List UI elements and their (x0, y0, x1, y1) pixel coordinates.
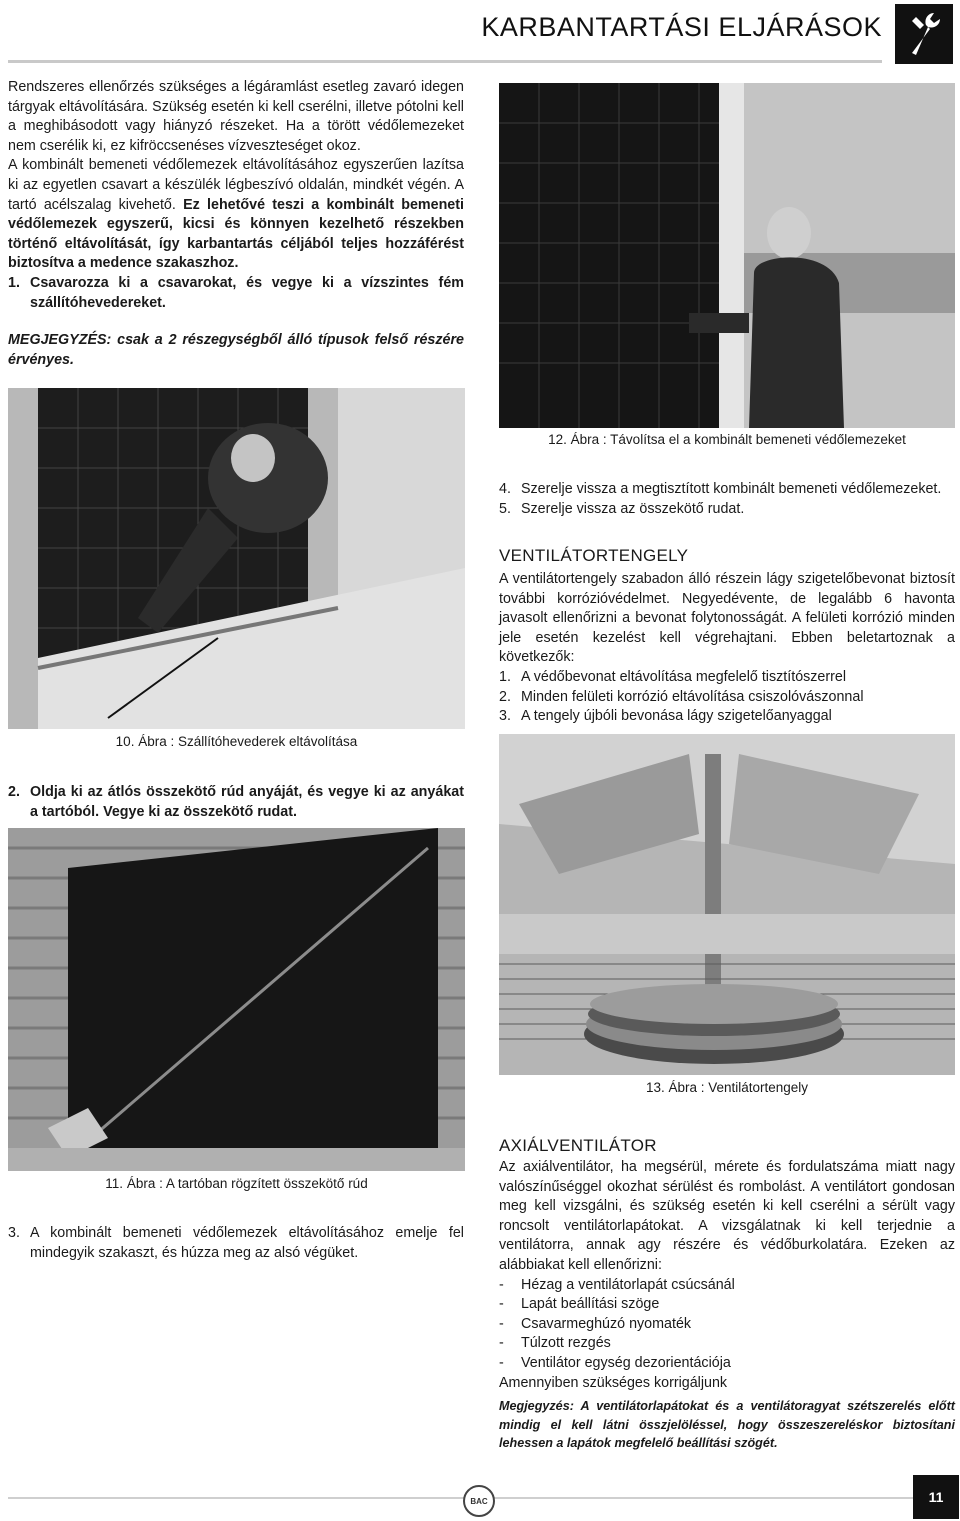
list-item: - Csavarmeghúzó nyomaték (499, 1315, 692, 1332)
list-item: 1. A védőbevonat eltávolítása megfelelő tisztítószerrel (499, 668, 847, 685)
figure-10-caption: 10. Ábra : Szállítóhevederek eltávolítása (115, 734, 358, 749)
figure-11-photo (8, 828, 465, 1171)
axial-note: Megjegyzés: A ventilátorlapátokat és a ventilátoragyat szétszerelés előtt mindig el kell látni összjelöléssel, hogy összeszereléskor biztosítani lehessen a lapátok megfelelő beállítási szögét. (499, 1399, 955, 1451)
step-3-number: 3. (8, 1225, 20, 1241)
axial-paragraph: Az axiálventilátor, ha megsérül, mérete és fordulatszáma miatt nagy valószínűséggel okozhat sérülést és rombolást. A ventilátort gondosan meg kell vizsgálni, és szükség esetén ki kell cserélni a sérült vagy roncsolt ventilátorlapátokat. A vizsgálatnak ki kell terjednie a ventilátorra, annak agy részére és védőburkolatára. Ezeken az alábbiakat kell ellenőrizni: (499, 1159, 955, 1273)
figure-10-photo (8, 388, 465, 729)
list-item: - Hézag a ventilátorlapát csúcsánál (499, 1276, 735, 1293)
shaft-section (499, 546, 955, 727)
axial-section (499, 1136, 955, 1453)
step-1-text: Csavarozza ki a csavarokat, és vegye ki a vízszintes fém szállítóhevedereket. (30, 274, 464, 311)
step-1-number: 1. (8, 274, 20, 291)
list-item: 3. A tengely újbóli bevonása lágy szigetelőanyaggal (499, 708, 832, 725)
list-item: - Lapát beállítási szöge (499, 1296, 660, 1313)
step-3-text: A kombinált bemeneti védőlemezek eltávolításához emelje fel mindegyik szakaszt, és húzza meg az alsó végüket. (30, 1225, 464, 1261)
figure-11-caption: 11. Ábra : A tartóban rögzített összekötő rúd (105, 1176, 368, 1191)
list-item: - Túlzott rezgés (499, 1335, 611, 1352)
axial-heading: AXIÁLVENTILÁTOR (499, 1136, 657, 1155)
list-item: 4. Szerelje vissza a megtisztított kombinált bemeneti védőlemezeket. (499, 481, 942, 497)
intro-paragraph-2 (8, 156, 464, 274)
steps-4-5 (499, 480, 955, 519)
figure-12-photo (499, 83, 955, 428)
page-number: 11 (913, 1475, 959, 1519)
list-item: - Ventilátor egység dezorientációja (499, 1354, 731, 1371)
step-2-number: 2. (8, 784, 20, 800)
intro-paragraph-2-normal: A kombinált bemeneti védőlemezek eltávolításához egyszerűen lazítsa ki az egyetlen csavart a készülék légbeszívó oldalán, mindkét végén. A tartó acélszalag kivehető. (8, 157, 464, 213)
shaft-paragraph: A ventilátortengely szabadon álló részein lágy szigetelőbevonat biztosít további korrózióvédelmet. Negyedévente, de legalább 6 havonta javasolt ellenőrizni a bevonat folytonosságát. A felületi korrózió minden jele esetén kezelést kell végrehajtani. Ebben beletartoznak a következők: (499, 571, 955, 666)
header-rule (8, 60, 882, 63)
intro-paragraph-2-bold: Ez lehetővé teszi a kombinált bemeneti védőlemezek egyszerű, kicsi és könnyen kezelhető részekben történő eltávolítását, így karbantartás céljából teljes hozzáférést biztosítva a medence szakaszhoz. (8, 196, 464, 272)
step-2-text: Oldja ki az átlós összekötő rúd anyáját, és vegye ki az anyákat a tartóból. Vegye ki az összekötő rudat. (30, 784, 464, 820)
note-text: MEGJEGYZÉS: csak a 2 részegységből álló típusok felső részére érvényes. (8, 332, 464, 368)
list-item: 5. Szerelje vissza az összekötő rudat. (499, 500, 745, 517)
step-3 (8, 1224, 464, 1263)
page-title: KARBANTARTÁSI ELJÁRÁSOK (481, 12, 882, 42)
intro-section (8, 78, 464, 370)
wrench-icon (895, 4, 953, 64)
step-2 (8, 783, 464, 822)
axial-closing: Amennyiben szükséges korrigáljunk (499, 1374, 728, 1391)
shaft-heading: VENTILÁTORTENGELY (499, 546, 689, 565)
list-item: 2. Minden felületi korrózió eltávolítása csiszolóvászonnal (499, 688, 864, 705)
figure-13-caption: 13. Ábra : Ventilátortengely (645, 1080, 809, 1095)
intro-paragraph-1: Rendszeres ellenőrzés szükséges a légáramlást esetleg zavaró idegen tárgyak eltávolítására. Szükség esetén ki kell cserélni, illetve pótolni kell a meghibásodott vagy hiányzó részeket. Ha a törött védőlemezeket nem cserélik ki, ez kifröccsenéses vízveszteséget okoz. (8, 79, 464, 154)
figure-13-photo (499, 734, 955, 1075)
step-1 (8, 274, 464, 313)
bac-logo: BAC (463, 1485, 495, 1517)
figure-12-caption: 12. Ábra : Távolítsa el a kombinált bemeneti védőlemezeket (548, 432, 906, 447)
